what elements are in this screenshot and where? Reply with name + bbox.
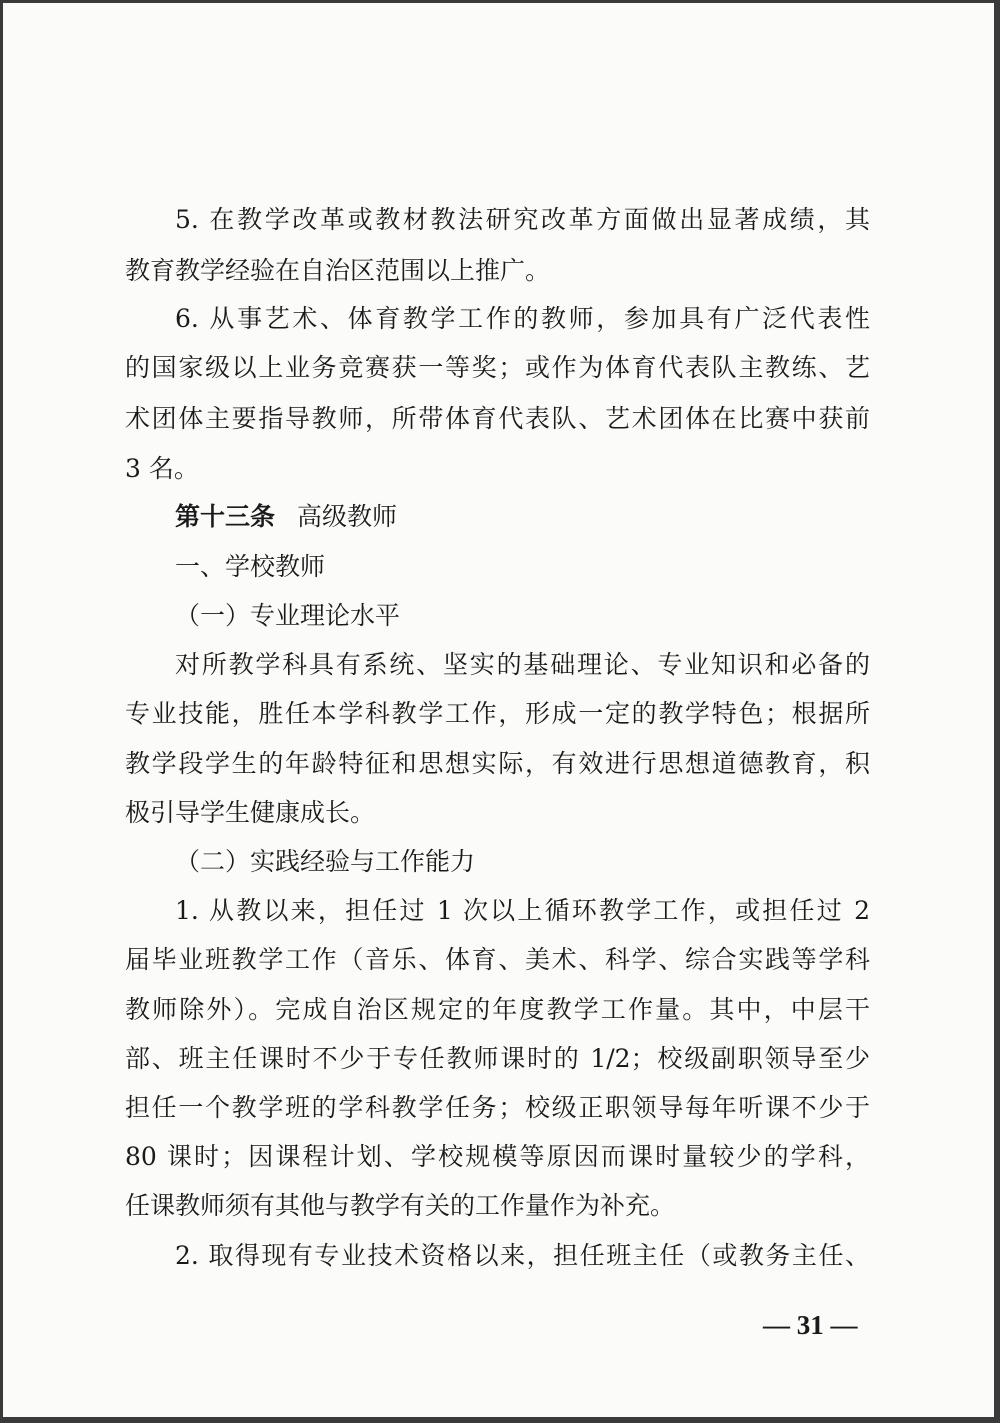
- paragraph-line: 部、班主任课时不少于专任教师课时的 1/2；校级副职领导至少: [125, 1044, 870, 1073]
- article-title: 高级教师: [297, 502, 398, 531]
- paragraph-line: 教师除外）。完成自治区规定的年度教学工作量。其中，中层干: [125, 995, 870, 1024]
- paragraph-line: 任课教师须有其他与教学有关的工作量作为补充。: [125, 1191, 676, 1220]
- paragraph-line: 专业技能，胜任本学科教学工作，形成一定的教学特色；根据所: [125, 699, 870, 728]
- section-heading: 一、学校教师: [175, 552, 326, 581]
- paragraph-line: 5. 在教学改革或教材教法研究改革方面做出显著成绩，其: [175, 205, 870, 234]
- paragraph-line: 教学段学生的年龄特征和思想实际，有效进行思想道德教育，积: [125, 749, 870, 778]
- subsection-heading: （二）实践经验与工作能力: [175, 847, 476, 876]
- page-number: — 31 —: [763, 1310, 858, 1340]
- paragraph-line: 3 名。: [125, 454, 199, 483]
- paragraph-line: 届毕业班教学工作（音乐、体育、美术、科学、综合实践等学科: [125, 945, 870, 974]
- article-number: 第十三条: [175, 502, 276, 531]
- paragraph-line: 2. 取得现有专业技术资格以来，担任班主任（或教务主任、: [175, 1241, 870, 1270]
- paragraph-line: 6. 从事艺术、体育教学工作的教师，参加具有广泛代表性: [175, 304, 870, 333]
- subsection-heading: （一）专业理论水平: [175, 601, 401, 630]
- paragraph-line: 极引导学生健康成长。: [125, 798, 376, 827]
- paragraph-line: 术团体主要指导教师，所带体育代表队、艺术团体在比赛中获前: [125, 404, 870, 433]
- paragraph-line: 担任一个教学班的学科教学任务；校级正职领导每年听课不少于: [125, 1093, 870, 1122]
- paragraph-line: 80 课时；因课程计划、学校规模等原因而课时量较少的学科，: [125, 1142, 870, 1171]
- article-heading: [175, 502, 397, 532]
- paragraph-line: 对所教学科具有系统、坚实的基础理论、专业知识和必备的: [175, 650, 870, 679]
- paragraph-line: 1. 从教以来，担任过 1 次以上循环教学工作，或担任过 2: [175, 896, 870, 925]
- paragraph-line: 教育教学经验在自治区范围以上推广。: [125, 256, 551, 285]
- paragraph-line: 的国家级以上业务竞赛获一等奖；或作为体育代表队主教练、艺: [125, 353, 870, 382]
